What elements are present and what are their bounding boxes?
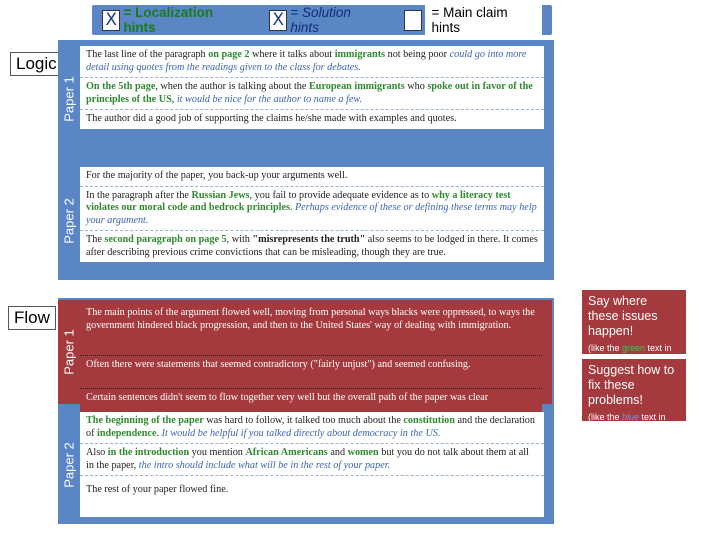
solution-hint-text: Perhaps evidence of these or defining these terms may help your argument.: [86, 202, 537, 226]
comment-text: The last line of the paragraph: [86, 49, 209, 60]
localization-hint-text: immigrants: [334, 49, 386, 60]
comment-text: "misrepresents the truth": [252, 234, 366, 245]
comment-text: but you do not talk about them at all in the paper,: [86, 447, 529, 471]
comment-text: , you fail to provide adequate evidence as to: [249, 189, 432, 201]
flow-paper2-comments: [80, 412, 544, 517]
solution-hint-text: it would be nice for the author to name a few.: [176, 93, 362, 105]
hint-sub-text: text in other comments): [588, 412, 666, 433]
main-claim-checkbox-icon: [404, 10, 422, 31]
comment-text: , with: [226, 234, 253, 245]
comment-card: [80, 77, 544, 109]
hint-suggest-fix-title: Suggest how to fix these problems!: [588, 363, 675, 407]
comment-text: also seems to be lodged in there. It comes after describing previous crime convictions that can be misleading, though they are true.: [86, 234, 538, 258]
hint-suggest-fix: [582, 359, 686, 433]
legend-solution-label: = Solution hints: [290, 5, 351, 35]
hint-say-where-title: Say where these issues happen!: [588, 294, 658, 338]
localization-hint-text: European immigrants: [308, 81, 405, 92]
comment-text: In the paragraph after the: [86, 189, 192, 201]
comment-card: [80, 412, 544, 443]
solution-hint-text: could go into more detail using quotes from the readings given to the class for debates.: [86, 49, 527, 73]
hint-sub-color: green: [622, 343, 646, 353]
section-label-logic: Logic: [10, 52, 63, 76]
logic-paper1-tab: [58, 44, 80, 154]
comment-card: [80, 230, 544, 262]
logic-paper2-comments: [80, 167, 544, 262]
hint-suggest-fix-sub: [588, 412, 680, 434]
legend-localization: [102, 5, 245, 35]
comment-card: Certain sentences didn't seem to flow together very well but the overall path of the paper was clear: [80, 389, 542, 417]
flow-paper2-tab: [58, 410, 80, 520]
localization-hint-text: constitution: [403, 415, 455, 426]
flow-paper1-tab: [58, 300, 80, 404]
comment-text: , when the author is talking about the: [155, 81, 309, 92]
comment-card: [80, 109, 544, 129]
comment-text: where it talks about: [249, 49, 335, 60]
logic-paper2-tab-label: Paper 2: [61, 198, 77, 244]
comment-card: [80, 443, 544, 475]
comment-card: [80, 186, 544, 231]
logic-paper2-tab: [58, 166, 80, 276]
section-label-flow: Flow: [8, 306, 56, 330]
flow-paper1-comments: [80, 304, 542, 417]
comment-text: you mention: [189, 447, 246, 458]
comment-card: Often there were statements that seemed contradictory ("fairly unjust") and seemed confusing.: [80, 356, 542, 389]
comment-text: .: [289, 202, 296, 213]
comment-text: and the declaration of: [86, 415, 535, 439]
comment-text: who: [404, 81, 428, 92]
comment-card: [80, 475, 544, 517]
legend-bar: [92, 5, 552, 35]
flow-paper2-tab-label: Paper 2: [61, 442, 77, 488]
localization-hint-text: African Americans: [245, 447, 328, 458]
hint-sub-text: (like the: [588, 343, 623, 353]
hint-say-where: [582, 290, 686, 354]
logic-paper1-comments: [80, 46, 544, 129]
hint-sub-text: (like the: [588, 412, 623, 422]
comment-text: not being poor: [385, 49, 450, 60]
localization-hint-text: The beginning of the paper: [86, 415, 204, 426]
legend-main-claim: [404, 4, 542, 36]
legend-main-claim-label: = Main claim hints: [425, 4, 542, 36]
legend-solution: [269, 5, 380, 35]
comment-card: [80, 46, 544, 77]
comment-text: .: [156, 427, 162, 439]
localization-hint-text: On the 5th page: [86, 81, 156, 92]
localization-hint-text: Russian Jews: [191, 189, 250, 201]
comment-text: ,: [171, 93, 177, 105]
flow-paper1-tab-label: Paper 1: [61, 329, 77, 375]
comment-text: The author did a good job of supporting the claims he/she made with examples and quotes.: [86, 113, 457, 124]
hint-sub-text: text in: [647, 343, 672, 353]
localization-hint-text: spoke out in favor of the principles of the US: [86, 81, 533, 105]
solution-hint-text: the intro should include what will be in the rest of your paper.: [138, 459, 391, 471]
localization-hint-text: independence: [97, 427, 157, 439]
localization-hint-text: women: [347, 447, 379, 458]
localization-hint-text: in the introduction: [107, 447, 190, 458]
hint-sub-color: blue: [622, 412, 640, 422]
comment-text: Also: [86, 447, 108, 458]
localization-checkbox-icon: X: [102, 10, 120, 31]
solution-checkbox-icon: X: [269, 10, 287, 31]
localization-hint-text: why a literacy test violates our moral code and bedrock principles: [86, 189, 511, 213]
comment-text: and: [327, 447, 348, 458]
comment-text: was hard to follow, it talked too much about the: [203, 415, 404, 426]
localization-hint-text: second paragraph on page 5: [104, 234, 227, 245]
comment-text: For the majority of the paper, you back-up your arguments well.: [86, 170, 348, 181]
localization-hint-text: on page 2: [208, 49, 250, 60]
comment-card: The main points of the argument flowed well, moving from personal ways blacks were oppressed, to ways the government hindered black progression, and then to the United States' way of dealing with immigration.: [80, 304, 542, 356]
legend-localization-label: = Localization hints: [123, 5, 214, 35]
comment-text: The rest of your paper flowed fine.: [86, 484, 229, 495]
comment-card: [80, 167, 544, 186]
logic-paper1-tab-label: Paper 1: [61, 76, 77, 122]
comment-text: The: [86, 234, 105, 245]
solution-hint-text: It would be helpful if you talked directly about democracy in the US.: [161, 427, 441, 439]
